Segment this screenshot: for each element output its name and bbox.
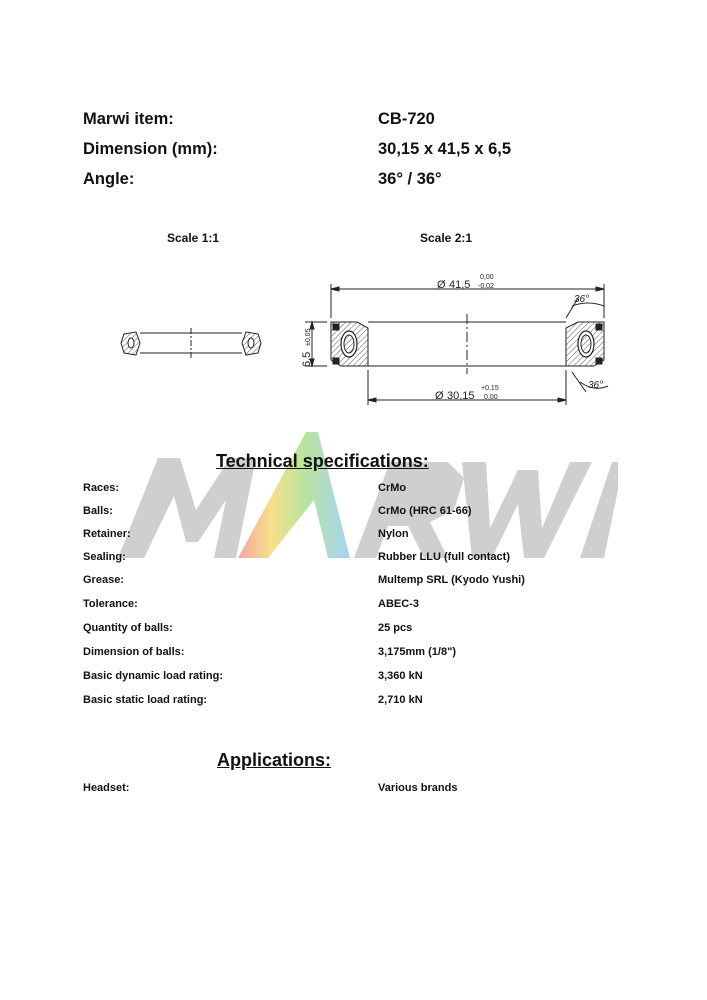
- application-value-headset: Various brands: [378, 782, 458, 794]
- application-label-headset: Headset:: [83, 782, 130, 794]
- angle-label: Angle:: [83, 170, 135, 188]
- outer-tol-upper: 0,00: [480, 274, 494, 281]
- spec-label-dimension-of-balls: Dimension of balls:: [83, 646, 185, 658]
- bearing-scale-1-1: [121, 328, 261, 358]
- spec-value-balls: CrMo (HRC 61-66): [378, 505, 472, 517]
- spec-label-grease: Grease:: [83, 574, 124, 586]
- scale-2-label: Scale 2:1: [420, 231, 473, 245]
- spec-value-static-load: 2,710 kN: [378, 694, 423, 706]
- item-label: Marwi item:: [83, 110, 174, 128]
- spec-value-tolerance: ABEC-3: [378, 598, 419, 610]
- bearing-scale-2-1: [305, 284, 608, 405]
- angle-bottom-label: 36°: [588, 380, 604, 391]
- inner-tol-lower: 0,00: [484, 394, 498, 401]
- spec-label-tolerance: Tolerance:: [83, 598, 138, 610]
- spec-label-dynamic-load: Basic dynamic load rating:: [83, 670, 223, 682]
- spec-value-quantity-of-balls: 25 pcs: [378, 622, 413, 634]
- spec-label-sealing: Sealing:: [83, 551, 126, 563]
- spec-value-grease: Multemp SRL (Kyodo Yushi): [378, 574, 525, 586]
- spec-value-sealing: Rubber LLU (full contact): [378, 551, 510, 563]
- inner-diameter-value: 30,15: [447, 390, 475, 402]
- item-value: CB-720: [378, 110, 435, 128]
- outer-diameter-symbol: Ø: [437, 279, 446, 291]
- outer-tol-lower: -0,02: [478, 283, 494, 290]
- spec-label-static-load: Basic static load rating:: [83, 694, 208, 706]
- dimension-value: 30,15 x 41,5 x 6,5: [378, 140, 512, 158]
- applications-heading: Applications:: [217, 750, 332, 770]
- inner-diameter-symbol: Ø: [435, 390, 444, 402]
- spec-value-dynamic-load: 3,360 kN: [378, 670, 423, 682]
- specs-heading: Technical specifications:: [216, 451, 429, 471]
- angle-top-label: 36°: [574, 294, 590, 305]
- spec-value-dimension-of-balls: 3,175mm (1/8"): [378, 646, 456, 658]
- inner-tol-upper: +0,15: [481, 385, 499, 392]
- scale-1-label: Scale 1:1: [167, 231, 220, 245]
- spec-value-retainer: Nylon: [378, 528, 409, 540]
- spec-label-retainer: Retainer:: [83, 528, 131, 540]
- dimension-label: Dimension (mm):: [83, 140, 218, 158]
- outer-diameter-value: 41,5: [449, 279, 471, 291]
- height-tol: ±0,05: [305, 328, 312, 346]
- spec-label-races: Races:: [83, 482, 120, 494]
- spec-label-quantity-of-balls: Quantity of balls:: [83, 622, 173, 634]
- spec-value-races: CrMo: [378, 482, 407, 494]
- spec-label-balls: Balls:: [83, 505, 113, 517]
- height-value: 6,5: [301, 351, 313, 367]
- angle-value: 36° / 36°: [378, 170, 442, 188]
